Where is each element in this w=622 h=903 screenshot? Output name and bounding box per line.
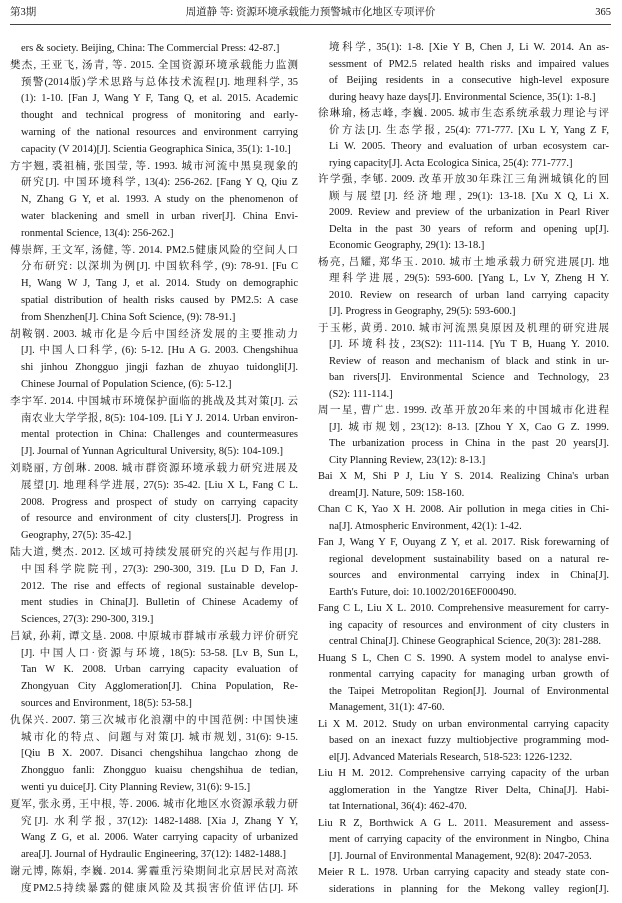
reference-line: 展望[J]. 地理科学进展, 27(5): 35-42. [Liu X L, Fang C L. bbox=[21, 479, 298, 491]
reference-line: Li W. 2005. Theory and evaluation of urban ecosystem car- bbox=[329, 141, 609, 152]
reference-line: ronmental Science, 13(4): 256-262.] bbox=[21, 227, 174, 239]
reference-line: ban rivers[J]. Environmental Science and Technology, 23 bbox=[329, 372, 609, 383]
reference-line: 究[J]. 水利学报, 37(12): 1482-1488. [Xia J, Zhang Y Y, bbox=[21, 815, 298, 827]
reference-line: Zhongyuan City Agglomeration[J]. China Population, Re- bbox=[21, 681, 298, 693]
reference-line: 城市化的特点、问题与对策[J]. 城市规划, 31(6): 9-15. bbox=[21, 731, 298, 743]
reference-line: ment of carrying capacity of the environment in Ningbo, China bbox=[329, 834, 609, 845]
reference-line: Fan J, Wang Y F, Ouyang Z Y, et al. 2017. Risk forewarning of bbox=[318, 537, 609, 548]
reference-line: ment studies in China[J]. Bulletin of Chinese Academy of bbox=[21, 597, 298, 609]
reference-line: tat International, 36(4): 462-470. bbox=[329, 801, 467, 812]
reference-line: 境科学, 35(1): 1-8. [Xie Y B, Chen J, Li W. 2014. An as- bbox=[329, 42, 609, 53]
reference-line: [J]. 中国人口·资源与环境, 18(5): 53-58. [Lv B, Sun L, bbox=[21, 647, 298, 659]
reference-line: 预警(2014版)学术思路与总体技术流程[J]. 地理科学, 35 bbox=[21, 76, 298, 88]
reference-line: spatial distribution of health risks caused by PM2.5: A case bbox=[21, 294, 298, 306]
reference-entry bbox=[318, 816, 609, 866]
reference-line: [J]. Journal of Environmental Management, 92(8): 2047-2053. bbox=[329, 850, 592, 862]
reference-entry bbox=[10, 394, 298, 461]
reference-line: N, Zhang G Y, et al. 1993. A study on the phenomenon of bbox=[21, 194, 298, 206]
running-title: 周道静 等: 资源环境承载能力预警城市化地区专项评价 bbox=[185, 7, 436, 18]
reference-entry bbox=[10, 327, 298, 394]
reference-line: 分布研究: 以深圳为例[J]. 中国软科学, (9): 78-91. [Fu C bbox=[21, 261, 298, 273]
reference-line: Management, 31(1): 47-60. bbox=[329, 702, 445, 713]
reference-line: of Beijing residents in a consecutive high-level exposure bbox=[329, 75, 609, 86]
reference-line: thought and technical progress of monitoring and early- bbox=[21, 110, 298, 122]
reference-line: 2009. Review and preview of the urbanization in Pearl River bbox=[329, 207, 609, 218]
reference-line: 周一星, 曹广忠. 1999. 改革开放20年来的中国城市化进程 bbox=[318, 405, 609, 416]
reference-line: of resource and environment of city clusters[J]. Progress in bbox=[21, 513, 298, 525]
reference-line: water blackening and smell in urban river[J]. China Envi- bbox=[21, 210, 298, 222]
reference-line: 谢元博, 陈娟, 李巍. 2014. 雾霾重污染期间北京居民对高浓 bbox=[10, 866, 298, 878]
reference-line: 刘晓丽, 方创琳. 2008. 城市群资源环境承载力研究进展及 bbox=[10, 462, 298, 474]
reference-line: 吕斌, 孙莉, 谭文垦. 2008. 中原城市群城市承载力评价研究 bbox=[10, 630, 298, 642]
reference-line: the Taipei Metropolitan Region[J]. Journal of Environmental bbox=[329, 685, 609, 697]
reference-entry bbox=[10, 545, 298, 629]
reference-entry bbox=[318, 321, 609, 404]
reference-line: 顾与展望[J]. 经济地理, 29(1): 13-18. [Xu X Q, Li X. bbox=[329, 190, 609, 202]
reference-entry bbox=[318, 172, 609, 255]
reference-line: Bai X M, Shi P J, Liu Y S. 2014. Realizing China's urban bbox=[318, 471, 609, 482]
reference-entry bbox=[318, 766, 609, 816]
reference-line: 许学强, 李郇. 2009. 改革开放30年珠江三角洲城镇化的回 bbox=[318, 174, 609, 185]
reference-entry bbox=[10, 243, 298, 327]
page-number: 365 bbox=[595, 7, 611, 18]
reference-line: 徐琳瑜, 杨志峰, 李巍. 2005. 城市生态系统承载力理论与评 bbox=[318, 108, 609, 119]
reference-entry bbox=[318, 106, 609, 172]
reference-line: sources and environmental carrying index in China[J]. bbox=[329, 570, 609, 581]
reference-line: Chinese Journal of Population Science, (6): 5-12.] bbox=[21, 378, 232, 390]
reference-line: 研究[J]. 中国环境科学, 13(4): 256-262. [Fang Y Q, Qiu Z bbox=[21, 177, 298, 189]
reference-line: Tan W K. 2008. Urban carrying capacity evaluation of bbox=[21, 664, 298, 676]
reference-line: wenti yu duice[J]. City Planning Review, 31(6): 9-15.] bbox=[21, 782, 251, 794]
reference-line: [J]. 中国人口科学, (6): 5-12. [Hu A G. 2003. Chengshihua bbox=[21, 345, 298, 357]
reference-line: 傅崇辉, 王文军, 汤健, 等. 2014. PM2.5健康风险的空间人口 bbox=[10, 244, 298, 256]
reference-line: 2008. Progress and prospect of study on carrying capacity bbox=[21, 496, 298, 508]
reference-line: 仇保兴. 2007. 第三次城市化浪潮中的中国范例: 中国快速 bbox=[10, 714, 298, 726]
reference-line: during heavy haze days[J]. Environmental Science, 35(1): 1-8.] bbox=[329, 91, 596, 103]
reference-line: Chan C K, Yao X H. 2008. Air pollution in mega cities in Chi- bbox=[318, 504, 609, 515]
reference-entry bbox=[10, 159, 298, 243]
reference-line: 胡鞍钢. 2003. 城市化是今后中国经济发展的主要推动力 bbox=[10, 328, 298, 340]
reference-entry bbox=[318, 717, 609, 767]
reference-line: Liu R Z, Borthwick A G L. 2011. Measurement and assess- bbox=[318, 817, 609, 829]
reference-line: 南农业大学学报, 8(5): 104-109. [Li Y J. 2014. Urban environ- bbox=[21, 412, 298, 424]
reference-line: (S2): 111-114.] bbox=[329, 388, 393, 400]
reference-line: Geography, 27(5): 35-42.] bbox=[21, 530, 132, 542]
reference-line: ers & society. Beijing, China: The Commercial Press: 42-87.] bbox=[21, 43, 280, 54]
reference-line: Review of reason and mechanism of black and stink in ur- bbox=[329, 355, 609, 367]
reference-line: [J]. Progress in Geography, 29(5): 593-600.] bbox=[329, 306, 516, 317]
reference-line: dream[J]. Nature, 509: 158-160. bbox=[329, 487, 465, 499]
reference-line: mental protection in China: Challenges and countermeasures bbox=[21, 429, 298, 441]
reference-entry bbox=[318, 40, 609, 106]
reference-entry bbox=[318, 502, 609, 535]
reference-entry bbox=[10, 713, 298, 797]
reference-line: 陆大道, 樊杰. 2012. 区域可持续发展研究的兴起与作用[J]. bbox=[10, 546, 298, 558]
reference-entry bbox=[10, 797, 298, 864]
reference-line: Sciences, 27(3): 290-300, 319.] bbox=[21, 614, 154, 626]
reference-line: 李宇军. 2014. 中国城市环境保护面临的挑战及其对策[J]. 云 bbox=[10, 395, 298, 407]
reference-line: Huang S L, Chen C S. 1990. A system model to analyse envi- bbox=[318, 652, 609, 664]
reference-line: 价方法[J]. 生态学报, 25(4): 771-777. [Xu L Y, Yang Z F, bbox=[329, 124, 609, 136]
reference-line: [J]. 城市规划, 23(12): 8-13. [Zhou Y X, Cao G Z. 1999. bbox=[329, 421, 609, 433]
left-column bbox=[10, 41, 298, 898]
reference-entry bbox=[318, 601, 609, 651]
reference-entry bbox=[318, 651, 609, 717]
reference-line: Fang C L, Liu X L. 2010. Comprehensive measurement for carry- bbox=[318, 603, 609, 614]
header-rule bbox=[10, 24, 611, 25]
reference-line: 理科学进展, 29(5): 593-600. [Yang L, Lv Y, Zheng H Y. bbox=[329, 273, 609, 284]
reference-entry bbox=[10, 58, 298, 159]
reference-line: Li X M. 2012. Study on urban environmental carrying capacity bbox=[318, 718, 609, 730]
reference-line: Economic Geography, 29(1): 13-18.] bbox=[329, 240, 485, 251]
reference-line: 2012. The rise and effects of regional sustainable develop- bbox=[21, 580, 298, 592]
reference-line: area[J]. Journal of Hydraulic Engineering, 37(12): 1482-1488.] bbox=[21, 849, 287, 861]
reference-line: capacity (V 2014)[J]. Scientia Geographica Sinica, 35(1): 1-10.] bbox=[21, 143, 291, 155]
reference-entry bbox=[318, 535, 609, 601]
reference-entry bbox=[318, 403, 609, 469]
reference-line: Wang Z G, et al. 2006. Water carrying capacity of urbanized bbox=[21, 832, 298, 844]
reference-line: 中国科学院院刊, 27(3): 290-300, 319. [Lu D D, Fan J. bbox=[21, 563, 298, 575]
reference-line: [Qiu B X. 2007. Disanci chengshihua langchao zhong de bbox=[21, 748, 298, 760]
reference-line: 度PM2.5持续暴露的健康风险及其损害价值评估[J]. 环 bbox=[21, 882, 298, 894]
reference-line: [J]. Journal of Yunnan Agricultural University, 8(5): 104-109.] bbox=[21, 446, 283, 458]
reference-line: Liu H M. 2012. Comprehensive carrying capacity of the urban bbox=[318, 768, 609, 779]
reference-line: based on an inexact fuzzy multiobjective programming mod- bbox=[329, 735, 609, 746]
reference-line: el[J]. Advanced Materials Research, 518-523: 1226-1232. bbox=[329, 751, 573, 763]
reference-line: ronmental carrying capacity for managing urban growth of bbox=[329, 669, 609, 680]
reference-line: ing capacity of resources and environment of city clusters in bbox=[329, 619, 609, 631]
reference-line: from Shenzhen[J]. China Soft Science, (9): 78-91.] bbox=[21, 311, 236, 323]
running-header bbox=[10, 4, 611, 22]
reference-line: 杨亮, 吕耀, 郑华玉. 2010. 城市土地承载力研究进展[J]. 地 bbox=[318, 256, 609, 268]
reference-line: 2010. Review on research of urban land carrying capacity bbox=[329, 289, 609, 301]
reference-line: [J]. 环境科技, 23(S2): 111-114. [Yu T B, Huang Y. 2010. bbox=[329, 339, 609, 350]
reference-line: central China[J]. Chinese Geographical Science, 20(3): 281-288. bbox=[329, 636, 602, 647]
reference-line: H, Wang W J, Tang J, et al. 2014. Study on demographic bbox=[21, 278, 298, 290]
reference-line: na[J]. Atmospheric Environment, 42(1): 1-42. bbox=[329, 520, 522, 532]
reference-line: siderations in planning for the Mekong valley region[J]. bbox=[329, 883, 609, 895]
reference-entry bbox=[318, 865, 609, 898]
reference-entry bbox=[10, 864, 298, 898]
reference-line: 方宇翘, 裘祖楠, 张国莹, 等. 1993. 城市河流中黑臭现象的 bbox=[10, 160, 298, 172]
right-column bbox=[318, 40, 609, 898]
reference-line: 樊杰, 王亚飞, 汤青, 等. 2015. 全国资源环境承载能力监测 bbox=[10, 59, 298, 71]
reference-line: shi jinhou Zhongguo jingji fazhan de zhuyao tuidongli[J]. bbox=[21, 362, 298, 374]
reference-line: agglomeration in the Yangtze River Delta, China[J]. Habi- bbox=[329, 784, 609, 796]
reference-entry bbox=[10, 41, 298, 58]
reference-line: The urbanization process in China in the past 20 years[J]. bbox=[329, 438, 609, 449]
reference-line: rying capacity[J]. Acta Ecologica Sinica, 25(4): 771-777.] bbox=[329, 157, 573, 169]
reference-entry bbox=[318, 469, 609, 502]
reference-line: City Planning Review, 23(12): 8-13.] bbox=[329, 454, 486, 466]
reference-line: Meier R L. 1978. Urban carrying capacity and steady state con- bbox=[318, 867, 609, 878]
reference-line: regional development sustainability based on a natural re- bbox=[329, 553, 609, 565]
reference-entry bbox=[318, 255, 609, 321]
reference-line: 于玉彬, 黄勇. 2010. 城市河流黑臭原因及机理的研究进展 bbox=[318, 322, 609, 334]
reference-line: Delta in the past 30 years of reform and opening up[J]. bbox=[329, 223, 609, 235]
reference-line: Zhongguo fanli: Zhongguo kuaisu chengshihua de tedian, bbox=[21, 765, 298, 777]
reference-line: 夏军, 张永勇, 王中根, 等. 2006. 城市化地区水资源承载力研 bbox=[10, 798, 298, 810]
reference-entry bbox=[10, 461, 298, 545]
reference-line: sources and Environment, 18(5): 53-58.] bbox=[21, 698, 192, 710]
issue-number: 第3期 bbox=[10, 7, 37, 18]
reference-line: warning of the national resources and environment carrying bbox=[21, 126, 298, 138]
reference-entry bbox=[10, 629, 298, 713]
reference-line: (1): 1-10. [Fan J, Wang Y F, Tang Q, et al. 2015. Academic bbox=[21, 93, 298, 105]
reference-line: sessment of PM2.5 related health risks and impaired values bbox=[329, 58, 609, 70]
reference-line: Earth's Future, doi: 10.1002/2016EF000490. bbox=[329, 586, 517, 598]
